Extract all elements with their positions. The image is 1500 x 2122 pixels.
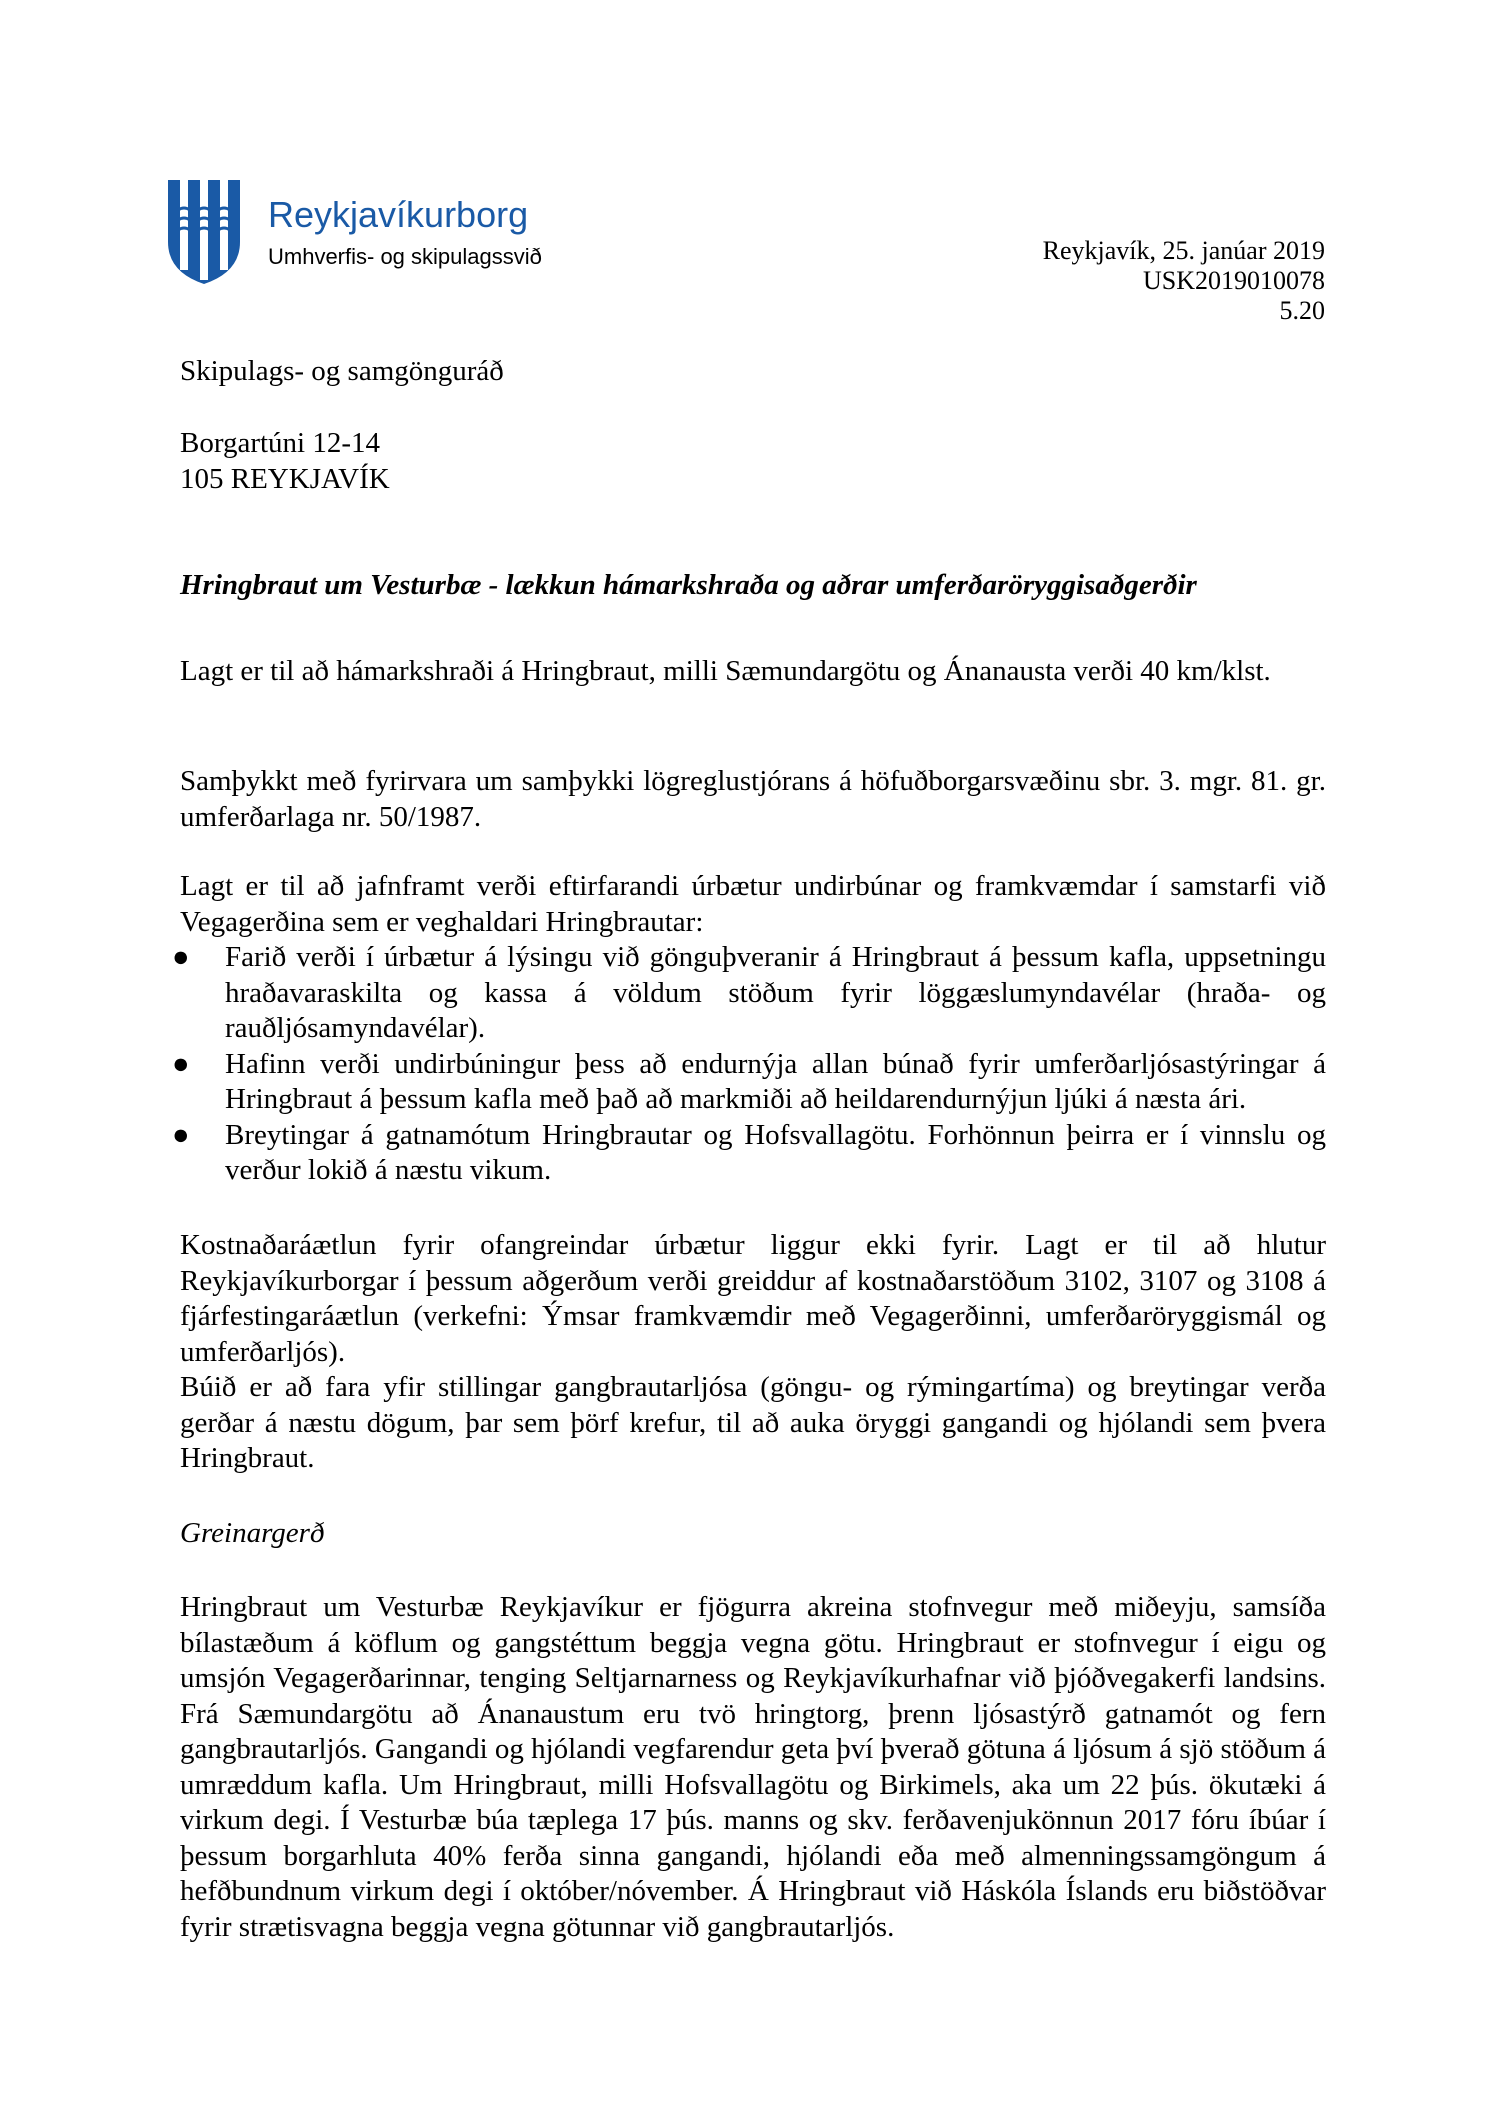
bullet-icon: ● bbox=[172, 1118, 190, 1151]
paragraph-approval: Samþykkt með fyrirvara um samþykki lögreglustjórans á höfuðborgarsvæðinu sbr. 3. mgr. 81. gr. umferðarlaga nr. 50/1987. bbox=[180, 765, 1326, 833]
paragraph-signals: Búið er að fara yfir stillingar gangbrautarljósa (göngu- og rýmingartíma) og breytingar verða gerðar á næstu dögum, þar sem þörf krefur, til að auka öryggi gangandi og hjólandi sem þvera Hringbraut. bbox=[180, 1371, 1326, 1474]
org-name: Reykjavíkurborg bbox=[268, 194, 529, 235]
letter-meta bbox=[1043, 236, 1325, 326]
letter-date: Reykjavík, 25. janúar 2019 bbox=[1042, 236, 1325, 265]
paragraph-speed-limit: Lagt er til að hámarkshraði á Hringbraut, milli Sæmundargötu og Ánanausta verði 40 km/klst. bbox=[180, 655, 1271, 687]
reference-number: USK2019010078 bbox=[1142, 266, 1325, 295]
paragraph-background: Hringbraut um Vesturbæ Reykjavíkur er fjögurra akreina stofnvegur með miðeyju, samsíða bílastæðum á köflum og gangstéttum beggja vegna götu. Hringbraut er stofnvegur í eigu og umsjón Vegagerðarinnar, tenging Seltjarnarness og Reykjavíkurhafnar við þjóðvegakerfi landsins. Frá Sæmundargötu að Ánanaustum eru tvö hringtorg, þrenn ljósastýrð gatnamót og fern gangbrautarljós. Gangandi og hjólandi vegfarendur geta því þverað götuna á ljósum á sjö stöðum á umræddum kafla. Um Hringbraut, milli Hofsvallagötu og Birkimels, aka um 22 þús. ökutæki á virkum degi. Í Vesturbæ búa tæplega 17 þús. manns og skv. ferðavenjukönnun 2017 fóru íbúar í þessum borgarhluta 40% ferða sinna gangandi, hjólandi eða með almenningssamgöngum á hefðbundnum virkum degi í október/nóvember. Á Hringbraut við Háskóla Íslands eru biðstöðvar fyrir strætisvagna beggja vegna götunnar við gangbrautarljós. bbox=[180, 1591, 1327, 1943]
reykjavik-coat-of-arms-logo bbox=[168, 180, 240, 284]
bullet-icon: ● bbox=[172, 941, 190, 973]
recipient-street: Borgartúni 12-14 bbox=[180, 427, 381, 459]
document-title: Hringbraut um Vesturbæ - lækkun hámarkshraða og aðrar umferðaröryggisaðgerðir bbox=[180, 569, 1197, 601]
paragraph-measures-intro: Lagt er til að jafnframt verði eftirfarandi úrbætur undirbúnar og framkvæmdar í samstarfi við Vegagerðina sem er veghaldari Hringbrautar: bbox=[180, 870, 1326, 938]
list-item: ● Breytingar á gatnamótum Hringbrautar og Hofsvallagötu. Forhönnun þeirra er í vinnslu og verður lokið á næstu vikum. bbox=[172, 1118, 1326, 1186]
measures-list bbox=[172, 940, 1326, 1189]
bullet-icon: ● bbox=[172, 1047, 190, 1080]
item-number: 5.20 bbox=[1279, 296, 1325, 325]
recipient-city: 105 REYKJAVÍK bbox=[180, 462, 390, 495]
department-name: Umhverfis- og skipulagssvið bbox=[268, 244, 542, 269]
cost-section bbox=[180, 1228, 1326, 1477]
paragraph-cost: Kostnaðaráætlun fyrir ofangreindar úrbætur liggur ekki fyrir. Lagt er til að hlutur Reykjavíkurborgar í þessum aðgerðum verði greiddur af kostnaðarstöðum 3102, 3107 og 3108 á fjárfestingaráætlun (verkefni: Ýmsar framkvæmdir með Vegagerðinni, umferðaröryggismál og umferðarljós). bbox=[180, 1229, 1326, 1368]
recipient-name: Skipulags- og samgönguráð bbox=[180, 355, 504, 387]
list-item: ● Hafinn verði undirbúningur þess að endurnýja allan búnað fyrir umferðarljósastýringar á Hringbraut á þessum kafla með það að markmiði að heildarendurnýjun ljúki á næsta ári. bbox=[172, 1047, 1326, 1115]
recipient-address bbox=[180, 426, 1326, 497]
section-heading: Greinargerð bbox=[180, 1517, 325, 1549]
list-item: ● Farið verði í úrbætur á lýsingu við gönguþveranir á Hringbraut á þessum kafla, uppsetningu hraðavaraskilta og kassa á völdum stöðum fyrir löggæslumyndavélar (hraða- og rauðljósamyndavélar). bbox=[172, 941, 1326, 1044]
measures-section bbox=[172, 869, 1326, 1189]
